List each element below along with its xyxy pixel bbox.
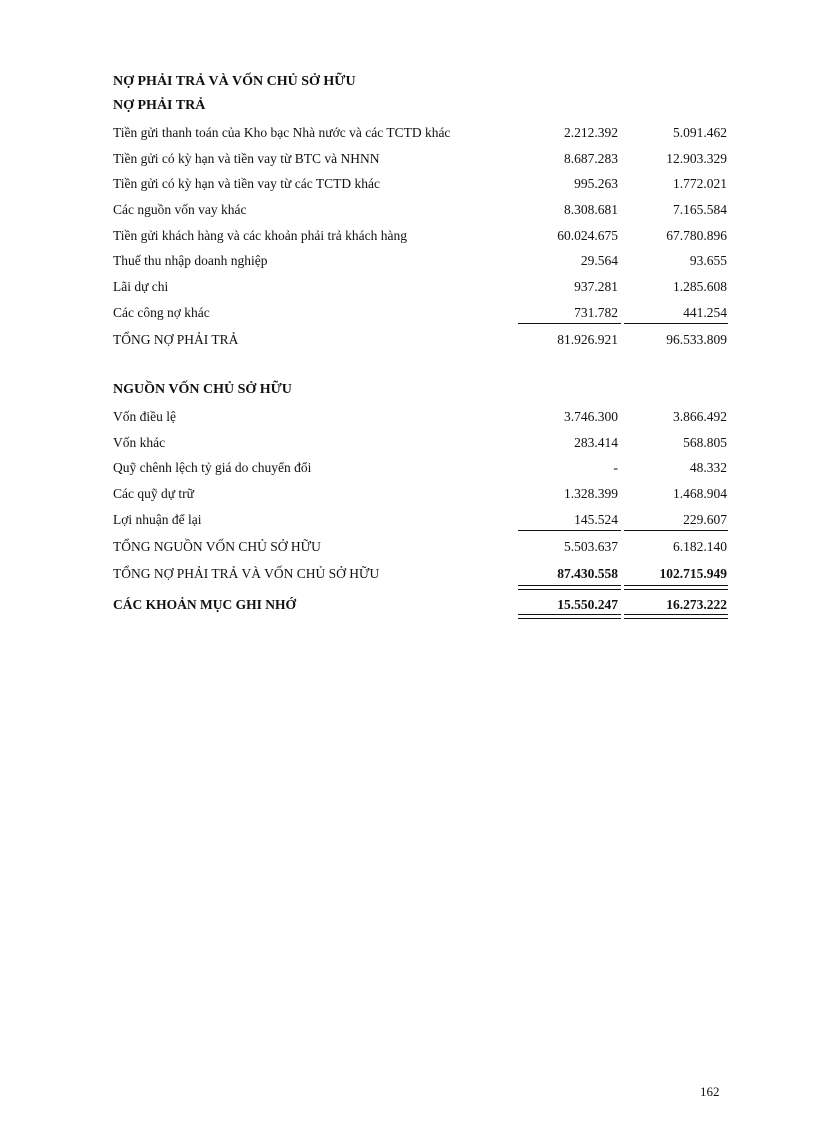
row-label: Vốn khác [113, 435, 166, 450]
table-row [113, 250, 733, 272]
value-current: 995.263 [574, 176, 618, 191]
value-current: 937.281 [574, 279, 618, 294]
value-current: 8.687.283 [564, 151, 618, 166]
page-number: 162 [700, 1084, 720, 1099]
memo-current: 15.550.247 [557, 597, 618, 612]
value-prior: 48.332 [689, 460, 727, 475]
value-current: 60.024.675 [557, 228, 618, 243]
table-row [113, 173, 733, 195]
value-current: 2.212.392 [564, 125, 618, 140]
row-label: Tiền gửi khách hàng và các khoản phải trả khách hàng [113, 228, 407, 243]
value-prior: 1.772.021 [673, 176, 727, 191]
total-label: TỔNG NỢ PHẢI TRẢ [113, 332, 239, 347]
row-label: Tiền gửi có kỳ hạn và tiền vay từ các TCTD khác [113, 176, 380, 191]
value-current: 283.414 [574, 435, 618, 450]
value-current: 29.564 [580, 253, 618, 268]
table-row [113, 302, 733, 324]
value-current: 145.524 [574, 512, 618, 527]
row-label: Lãi dự chi [113, 279, 169, 294]
row-label: Quỹ chênh lệch tỷ giá do chuyển đổi [113, 460, 312, 475]
memo-label: CÁC KHOẢN MỤC GHI NHỚ [113, 597, 296, 612]
table-row [113, 483, 733, 505]
table-row [113, 432, 733, 454]
total-row [113, 329, 733, 351]
table-row [113, 225, 733, 247]
total-prior: 96.533.809 [666, 332, 727, 347]
row-label: Lợi nhuận để lại [113, 512, 202, 527]
row-label: Các nguồn vốn vay khác [113, 202, 247, 217]
value-prior: 1.285.608 [673, 279, 727, 294]
row-label: Tiền gửi thanh toán của Kho bạc Nhà nước và các TCTD khác [113, 125, 451, 140]
grand-total-row [113, 563, 733, 585]
grand-total-label: TỔNG NỢ PHẢI TRẢ VÀ VỐN CHỦ SỞ HỮU [113, 566, 380, 581]
value-current: - [613, 460, 618, 475]
value-prior: 7.165.584 [673, 202, 727, 217]
double-rule [518, 614, 621, 619]
value-current: 1.328.399 [564, 486, 618, 501]
value-current: 8.308.681 [564, 202, 618, 217]
row-label: Tiền gửi có kỳ hạn và tiền vay từ BTC và NHNN [113, 151, 380, 166]
subtotal-rule [624, 530, 728, 531]
total-prior: 6.182.140 [673, 539, 727, 554]
table-row [113, 457, 733, 479]
memo-prior: 16.273.222 [666, 597, 727, 612]
value-prior: 67.780.896 [666, 228, 727, 243]
total-current: 81.926.921 [557, 332, 618, 347]
memo-row [113, 594, 733, 616]
table-row [113, 276, 733, 298]
subtotal-rule [518, 323, 621, 324]
double-rule [624, 585, 728, 590]
subtotal-rule [624, 323, 728, 324]
row-label: Thuế thu nhập doanh nghiệp [113, 253, 268, 268]
section-title: NỢ PHẢI TRẢ VÀ VỐN CHỦ SỞ HỮU [113, 74, 356, 89]
grand-total-current: 87.430.558 [557, 566, 618, 581]
equity-heading: NGUỒN VỐN CHỦ SỞ HỮU [113, 382, 292, 397]
total-label: TỔNG NGUỒN VỐN CHỦ SỞ HỮU [113, 539, 321, 554]
liabilities-heading: NỢ PHẢI TRẢ [113, 98, 206, 113]
total-row [113, 536, 733, 558]
double-rule [518, 585, 621, 590]
value-current: 731.782 [574, 305, 618, 320]
row-label: Vốn điều lệ [113, 409, 176, 424]
value-prior: 5.091.462 [673, 125, 727, 140]
table-row [113, 199, 733, 221]
grand-total-prior: 102.715.949 [659, 566, 727, 581]
total-current: 5.503.637 [564, 539, 618, 554]
value-prior: 568.805 [683, 435, 727, 450]
value-current: 3.746.300 [564, 409, 618, 424]
value-prior: 12.903.329 [666, 151, 727, 166]
double-rule [624, 614, 728, 619]
value-prior: 229.607 [683, 512, 727, 527]
value-prior: 1.468.904 [673, 486, 727, 501]
value-prior: 93.655 [689, 253, 727, 268]
row-label: Các công nợ khác [113, 305, 210, 320]
table-row [113, 406, 733, 428]
value-prior: 3.866.492 [673, 409, 727, 424]
row-label: Các quỹ dự trữ [113, 486, 194, 501]
subtotal-rule [518, 530, 621, 531]
table-row [113, 148, 733, 170]
value-prior: 441.254 [683, 305, 727, 320]
table-row [113, 122, 733, 144]
table-row [113, 509, 733, 531]
